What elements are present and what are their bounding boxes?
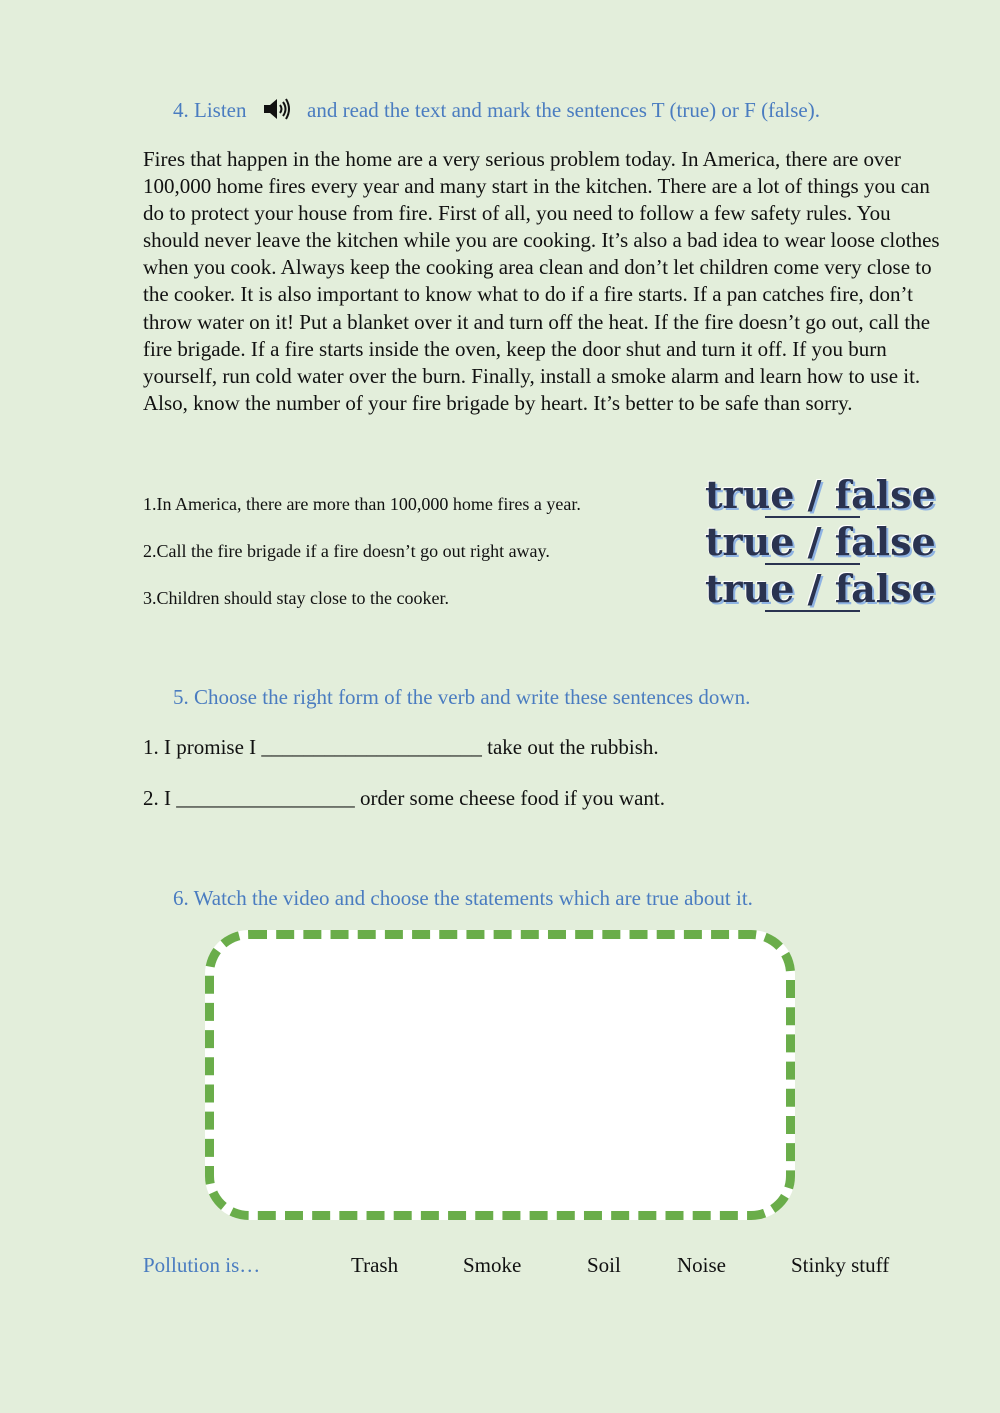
fill-sentence-1-before: 1. I promise I bbox=[143, 735, 257, 759]
fill-sentence-1-after: take out the rubbish. bbox=[487, 735, 659, 759]
video-frame[interactable] bbox=[205, 930, 795, 1220]
fill-sentence-2-after: order some cheese food if you want. bbox=[360, 786, 665, 810]
fill-blank-2[interactable]: _________________ bbox=[176, 786, 355, 810]
option-stinky-stuff[interactable]: Stinky stuff bbox=[791, 1253, 890, 1277]
section6-heading: 6. Watch the video and choose the statements which are true about it. bbox=[173, 886, 753, 910]
statement-1: 1.In America, there are more than 100,000 home fires a year. bbox=[143, 494, 581, 514]
section5-heading: 5. Choose the right form of the verb and write these sentences down. bbox=[173, 685, 751, 709]
fill-sentence-2 bbox=[143, 786, 665, 811]
fill-sentence-1 bbox=[143, 735, 659, 760]
true-false-answer-3[interactable]: true / false bbox=[705, 566, 936, 611]
statement-3: 3.Children should stay close to the cooker. bbox=[143, 588, 449, 608]
option-trash[interactable]: Trash bbox=[351, 1253, 399, 1277]
true-false-answer-2[interactable]: true / false bbox=[705, 519, 936, 564]
statement-2: 2.Call the fire brigade if a fire doesn’t go out right away. bbox=[143, 541, 550, 561]
reading-passage: Fires that happen in the home are a very serious problem today. In America, there are over 100,000 home fires every year and many start in the kitchen. There are a lot of things you can do to protect your house from fire. First of all, you need to follow a few safety rules. You should never leave the kitchen while you are cooking. It’s also a bad idea to wear loose clothes when you cook. Always keep the cooking area clean and don’t let children come very close to the cooker. It is also important to know what to do if a fire starts. If a pan catches fire, don’t throw water on it! Put a blanket over it and turn off the heat. If the fire doesn’t go out, call the fire brigade. If a fire starts inside the oven, keep the door shut and turn it off. If you burn yourself, run cold water over the burn. Finally, install a smoke alarm and learn how to use it. Also, know the number of your fire brigade by heart. It’s better to be safe than sorry. bbox=[143, 147, 940, 415]
fill-sentence-2-before: 2. I bbox=[143, 786, 171, 810]
section4-heading bbox=[173, 96, 820, 128]
section4-title-suffix: and read the text and mark the sentences T (true) or F (false). bbox=[307, 97, 820, 122]
answer-line-1 bbox=[765, 516, 860, 518]
option-soil[interactable]: Soil bbox=[587, 1253, 621, 1277]
option-smoke[interactable]: Smoke bbox=[463, 1253, 522, 1277]
speaker-icon[interactable] bbox=[262, 96, 292, 128]
section4-title-prefix: 4. Listen bbox=[173, 97, 247, 122]
fill-blank-1[interactable]: _____________________ bbox=[261, 735, 482, 759]
pollution-prompt: Pollution is… bbox=[143, 1253, 261, 1277]
option-noise[interactable]: Noise bbox=[677, 1253, 726, 1277]
answer-line-3 bbox=[765, 610, 860, 612]
true-false-answer-1[interactable]: true / false bbox=[705, 472, 936, 517]
answer-line-2 bbox=[765, 563, 860, 565]
